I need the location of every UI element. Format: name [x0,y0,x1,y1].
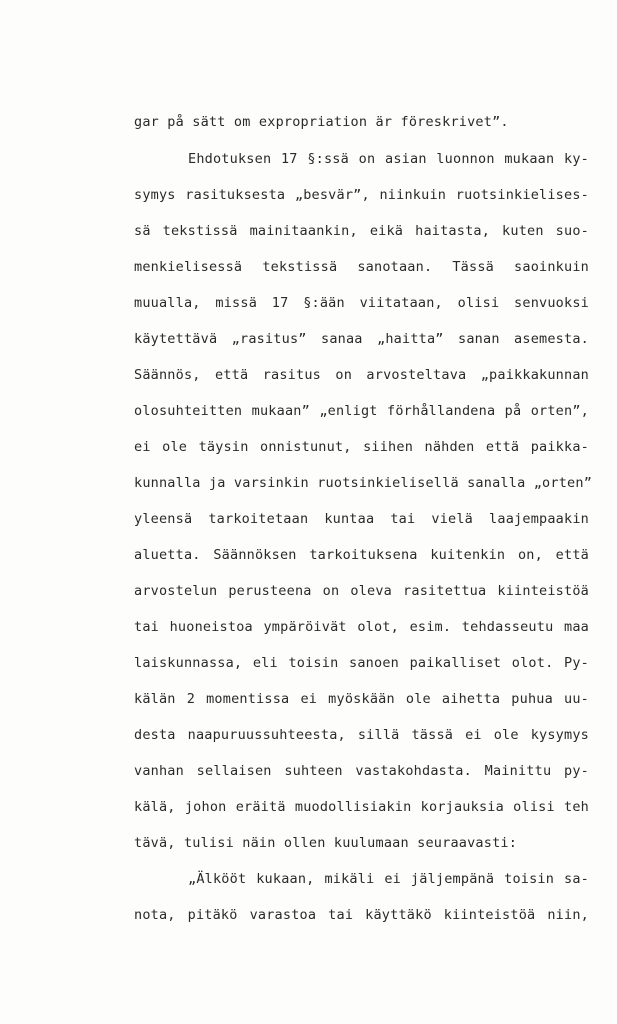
quote-start-line: „Älkööt kukaan, mikäli ei jäljempänä toisin sa- [188,871,589,887]
text-line: aluetta. Säännöksen tarkoituksena kuitenkin on, että [134,547,589,563]
text-line: kunnalla ja varsinkin ruotsinkielisellä sanalla „orten” [134,475,593,491]
text-line: kälän 2 momentissa ei myöskään ole aihetta puhua uu- [134,691,589,707]
text-line: yleensä tarkoitetaan kuntaa tai vielä laajempaakin [134,511,589,527]
text-line: arvostelun perusteena on oleva rasitettua kiinteistöä [134,583,589,599]
text-line: Säännös, että rasitus on arvosteltava „paikkakunnan [134,367,589,383]
text-line: sä tekstissä mainitaankin, eikä haitasta, kuten suo- [134,223,589,239]
text-line: menkielisessä tekstissä sanotaan. Tässä saoinkuin [134,259,589,275]
text-line: laiskunnassa, eli toisin sanoen paikalliset olot. Py- [134,655,589,671]
text-line: käytettävä „rasitus” sanaa „haitta” sanan asemesta. [134,331,589,347]
paragraph-start-line: Ehdotuksen 17 §:ssä on asian luonnon mukaan ky- [188,151,589,167]
text-line: symys rasituksesta „besvär”, niinkuin ruotsinkielises- [134,187,589,203]
text-line: tai huoneistoa ympäröivät olot, esim. tehdasseutu maa [134,619,589,635]
text-line: tävä, tulisi näin ollen kuulumaan seuraavasti: [134,835,518,851]
text-line: nota, pitäkö varastoa tai käyttäkö kiinteistöä niin, [134,907,589,923]
text-line: kälä, johon eräitä muodollisiakin korjauksia olisi teh [134,799,589,815]
text-line: desta naapuruussuhteesta, sillä tässä ei ole kysymys [134,727,589,743]
text-line: muualla, missä 17 §:ään viitataan, olisi senvuoksi [134,295,589,311]
text-line: ei ole täysin onnistunut, siihen nähden että paikka- [134,439,589,455]
text-line: gar på sätt om expropriation är föreskrivet”. [134,114,509,130]
text-line: olosuhteitten mukaan” „enligt förhållandena på orten”, [134,403,589,419]
text-line: vanhan sellaisen suhteen vastakohdasta. Mainittu py- [134,763,589,779]
